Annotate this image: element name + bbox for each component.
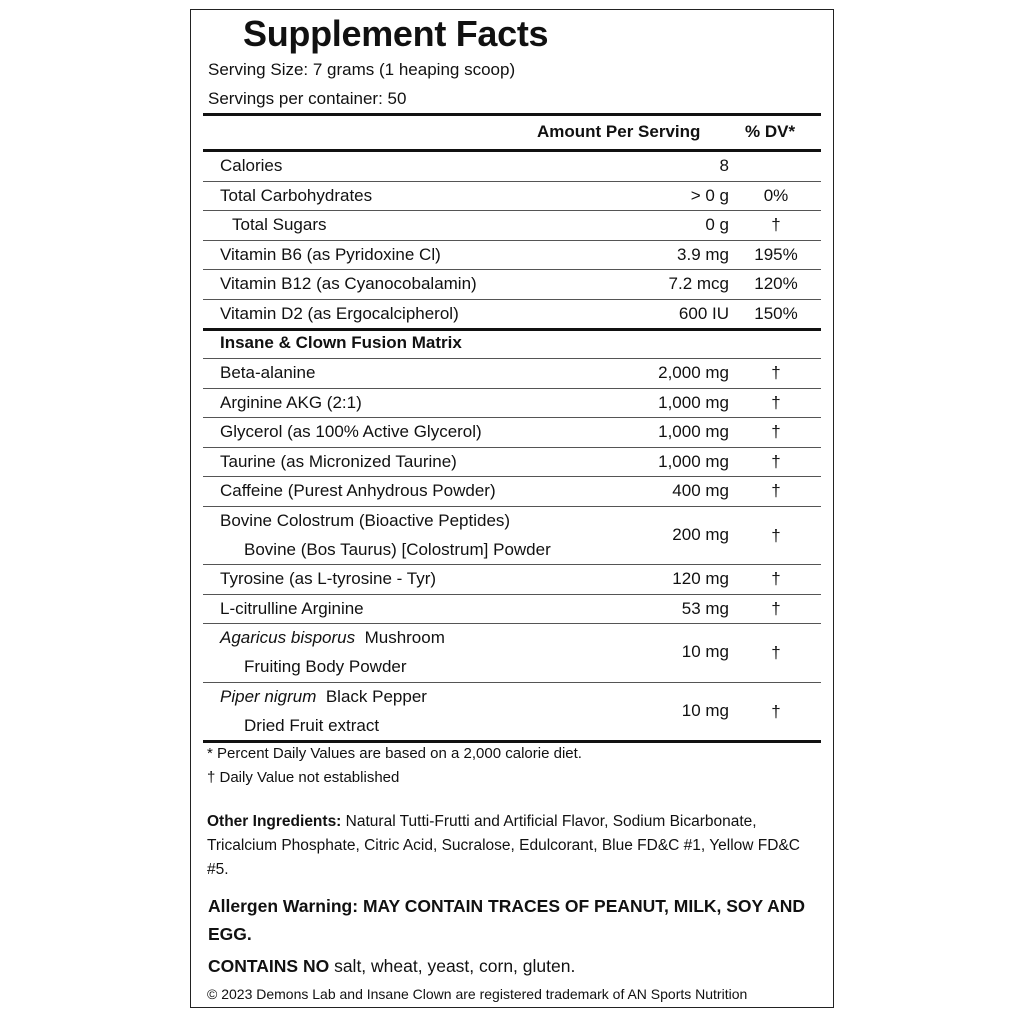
nutrient-dv: 150%: [754, 303, 798, 323]
thick-rule-top: [203, 113, 821, 116]
table-row: [203, 152, 821, 182]
nutrient-dv: †: [771, 569, 781, 588]
nutrient-dv: †: [771, 215, 781, 234]
other-ingredients: [207, 810, 817, 882]
allergen-label: Allergen Warning:: [208, 896, 359, 916]
nutrient-dv: 195%: [754, 244, 798, 264]
nutrient-amount: > 0 g: [690, 185, 729, 205]
nutrient-amount: 53 mg: [681, 598, 729, 618]
nutrient-name: Vitamin B12 (as Cyanocobalamin): [220, 274, 477, 293]
nutrient-name: Bovine Colostrum (Bioactive Peptides): [220, 510, 511, 530]
nutrient-dv: †: [771, 392, 781, 412]
nutrient-dv: †: [771, 481, 781, 500]
nutrient-dv: †: [771, 598, 781, 618]
nutrient-name: [220, 626, 445, 650]
nutrient-amount: 3.9 mg: [677, 244, 729, 264]
table-row: [203, 595, 821, 625]
nutrient-name-italic: Agaricus bisporus: [220, 628, 356, 647]
table-row: [203, 565, 821, 595]
table-row: [203, 241, 821, 271]
nutrient-dv: 120%: [754, 274, 798, 293]
table-row: [203, 211, 821, 241]
nutrient-name: L-citrulline Arginine: [220, 598, 364, 618]
table-row: [203, 507, 821, 566]
nutrient-amount: 1,000 mg: [658, 392, 729, 412]
serving-size: Serving Size: 7 grams (1 heaping scoop): [208, 60, 516, 79]
nutrient-dv: †: [771, 525, 781, 545]
table-row: [203, 359, 821, 389]
table-row: [203, 683, 821, 741]
nutrient-name-line2: Fruiting Body Powder: [244, 657, 407, 676]
nutrient-amount: 7.2 mcg: [668, 274, 729, 293]
table-row: [203, 477, 821, 507]
other-ingredients-label: Other Ingredients:: [207, 813, 342, 830]
nutrient-dv: †: [771, 363, 781, 382]
table-row-section-header: [203, 331, 821, 359]
nutrient-name: Calories: [220, 156, 283, 175]
nutrient-name: Total Sugars: [232, 215, 327, 234]
header-amount-per-serving: Amount Per Serving: [537, 122, 701, 141]
nutrient-amount: 10 mg: [681, 700, 729, 720]
contains-no: [208, 953, 575, 979]
contains-text: salt, wheat, yeast, corn, gluten.: [334, 956, 576, 976]
nutrient-name: Glycerol (as 100% Active Glycerol): [220, 422, 482, 441]
table-row: [203, 448, 821, 478]
nutrient-name: Beta-alanine: [220, 363, 316, 382]
footnote-dagger: † Daily Value not established: [207, 769, 400, 786]
nutrient-name: Caffeine (Purest Anhydrous Powder): [220, 481, 496, 500]
table-row: [203, 418, 821, 448]
nutrient-name-rest: Black Pepper: [325, 686, 427, 706]
page-title: Supplement Facts: [243, 13, 549, 54]
nutrient-name-line2: Bovine (Bos Taurus) [Colostrum] Powder: [244, 539, 551, 559]
nutrient-name: Arginine AKG (2:1): [220, 392, 362, 412]
header-percent-dv: % DV*: [745, 122, 796, 141]
nutrient-amount: 0 g: [705, 215, 729, 234]
nutrient-dv: 0%: [763, 185, 789, 205]
nutrient-amount: 10 mg: [681, 642, 729, 661]
servings-per-container: Servings per container: 50: [208, 89, 407, 108]
contains-label: CONTAINS NO: [208, 956, 330, 976]
nutrient-name: Vitamin B6 (as Pyridoxine Cl): [220, 244, 441, 264]
nutrient-name: Total Carbohydrates: [220, 185, 373, 205]
nutrient-dv: †: [771, 451, 781, 471]
table-row: [203, 300, 821, 330]
nutrient-name: Tyrosine (as L-tyrosine - Tyr): [220, 569, 437, 588]
nutrient-amount: 1,000 mg: [658, 422, 729, 441]
nutrient-amount: 400 mg: [672, 481, 729, 500]
allergen-warning: [208, 892, 818, 948]
nutrient-dv: †: [771, 701, 781, 721]
nutrient-name: Taurine (as Micronized Taurine): [220, 451, 457, 471]
other-ingredients-text: Natural Tutti-Frutti and Artificial Flavor, Sodium Bicarbonate, Tricalcium Phosphate, Citric Acid, Sucralose, Edulcorant, Blue FD&C #1, Yellow FD&C #5.: [207, 813, 800, 878]
table-row: [203, 624, 821, 683]
allergen-text: MAY CONTAIN TRACES OF PEANUT, MILK, SOY AND EGG.: [208, 896, 806, 944]
nutrient-dv: †: [771, 422, 781, 441]
nutrient-amount: 2,000 mg: [658, 363, 729, 382]
matrix-name: Insane & Clown Fusion Matrix: [220, 333, 462, 352]
nutrient-name-rest: Mushroom: [364, 628, 445, 647]
nutrient-amount: 120 mg: [672, 569, 729, 588]
copyright: © 2023 Demons Lab and Insane Clown are registered trademark of AN Sports Nutrition: [207, 986, 748, 1002]
table-row: [203, 389, 821, 419]
nutrient-amount: 8: [719, 156, 729, 175]
nutrient-amount: 200 mg: [672, 524, 729, 544]
nutrient-amount: 1,000 mg: [658, 451, 729, 471]
nutrient-name: Vitamin D2 (as Ergocalcipherol): [220, 303, 459, 323]
nutrient-name-line2: Dried Fruit extract: [244, 715, 380, 735]
footnote-percent-dv: * Percent Daily Values are based on a 2,000 calorie diet.: [207, 745, 582, 762]
table-row: [203, 270, 821, 300]
table-row: [203, 182, 821, 212]
nutrient-dv: †: [771, 643, 781, 662]
nutrient-name-italic: Piper nigrum: [220, 686, 317, 706]
nutrient-name: [220, 685, 427, 709]
nutrient-amount: 600 IU: [678, 303, 729, 323]
